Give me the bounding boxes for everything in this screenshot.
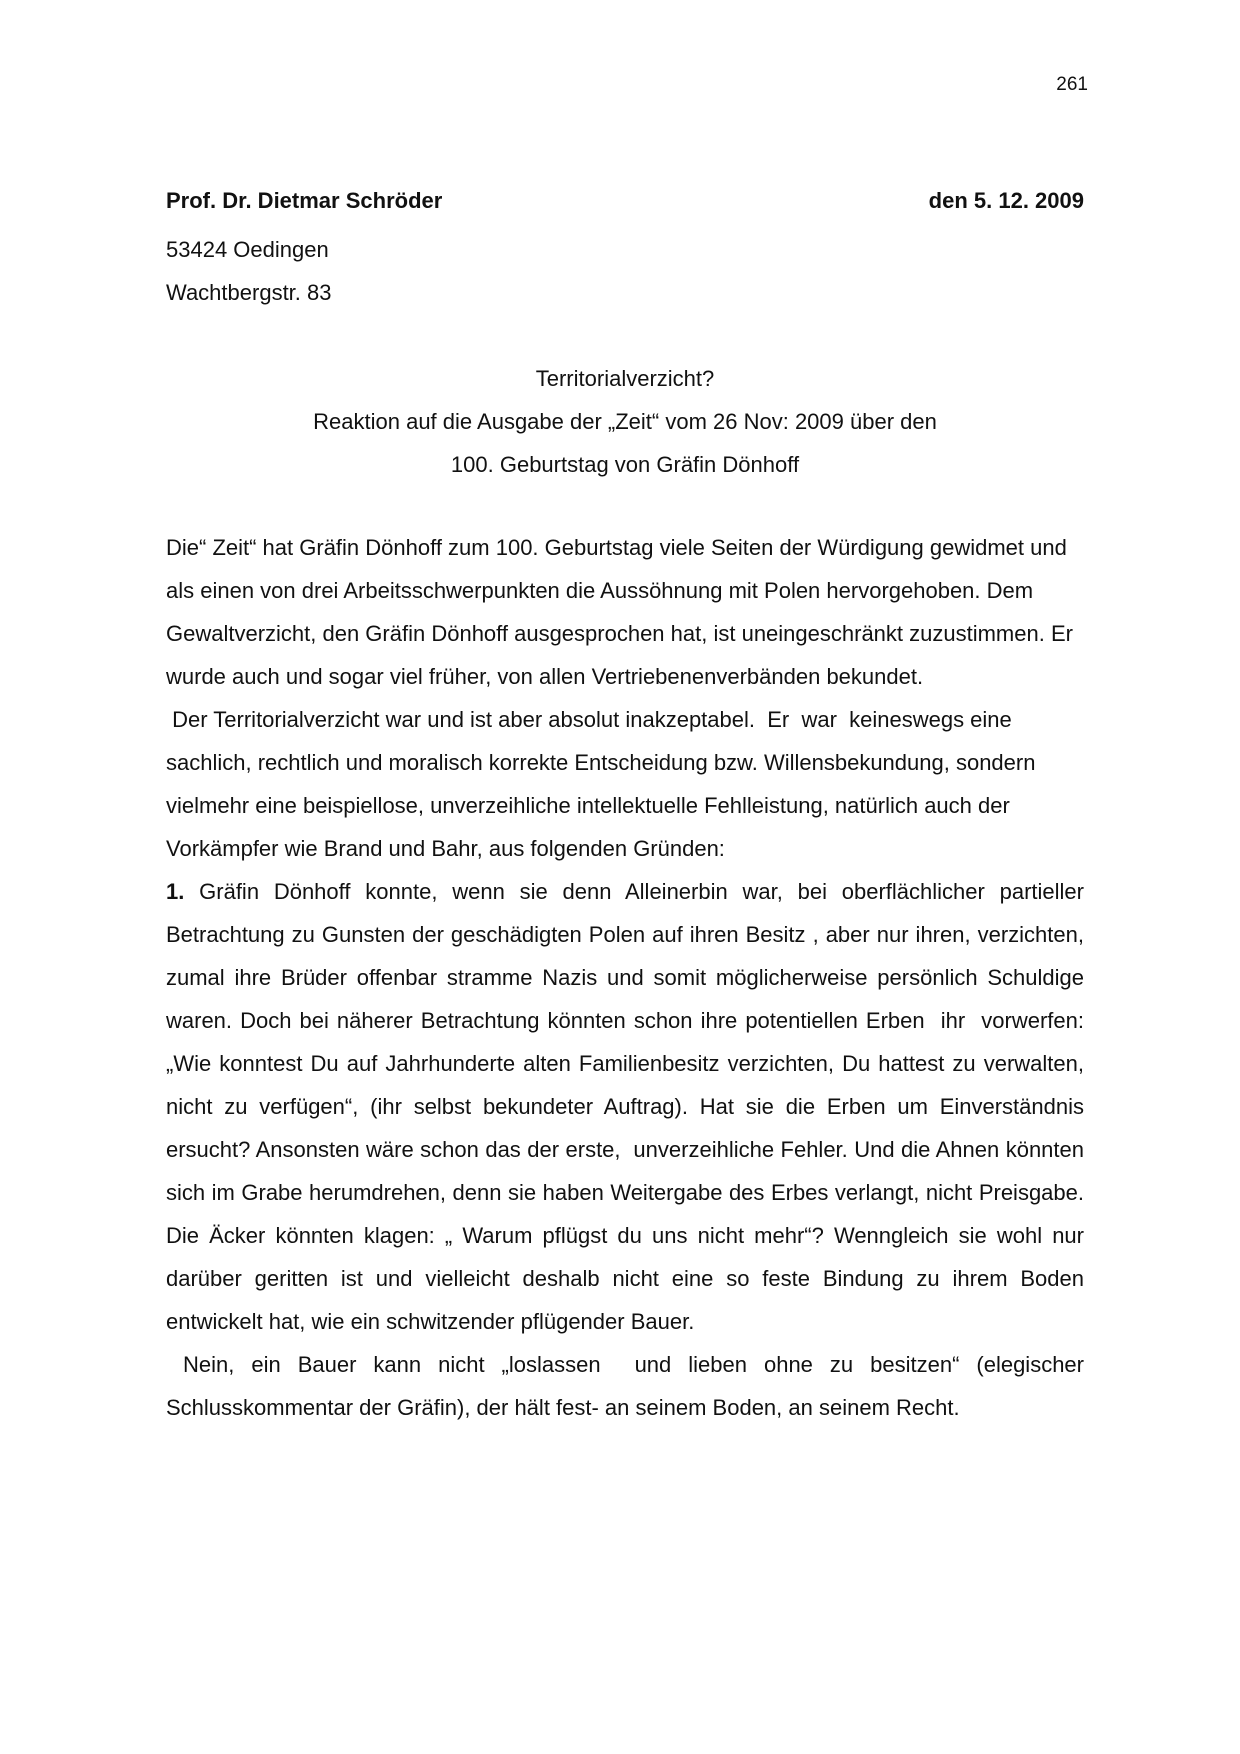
- address-postal-city: 53424 Oedingen: [166, 237, 329, 262]
- letter-date: den 5. 12. 2009: [928, 188, 1084, 213]
- letter-header: [166, 188, 1084, 214]
- title-block: [166, 357, 1084, 486]
- paragraph-territorial: Der Territorialverzicht war und ist aber absolut inakzeptabel. Er war keineswegs eine sachlich, rechtlich und moralisch korrekte Entscheidung bzw. Willensbekundung, sondern vielmehr eine beispiellose, unverzeihliche intellektuelle Fehlleistung, natürlich auch der Vorkämpfer wie Brand und Bahr, aus folgenden Gründen:: [166, 707, 1042, 861]
- list-item-number: 1.: [166, 879, 185, 904]
- list-item-text: Gräfin Dönhoff konnte, wenn sie denn Alleinerbin war, bei oberflächlicher partieller Betrachtung zu Gunsten der geschädigten Polen auf ihren Besitz , aber nur ihren, verzichten, zumal ihre Brüder offenbar stramme Nazis und somit möglicherweise persönlich Schuldige waren. Doch bei näherer Betrachtung könnten schon ihre potentiellen Erben ihr vorwerfen: „Wie konntest Du auf Jahrhunderte alten Familienbesitz verzichten, Du hattest zu verwalten, nicht zu verfügen“, (ihr selbst bekundeter Auftrag). Hat sie die Erben um Einverständnis ersucht? Ansonsten wäre schon das der erste, unverzeihliche Fehler. Und die Ahnen könnten sich im Grabe herumdrehen, denn sie haben Weitergabe des Erbes verlangt, nicht Preisgabe. Die Äcker könnten klagen: „ Warum pflügst du uns nicht mehr“? Wenngleich sie wohl nur darüber geritten ist und vielleicht deshalb nicht eine so feste Bindung zu ihrem Boden entwickelt hat, wie ein schwitzender pflügender Bauer.: [166, 879, 1091, 1334]
- title-line-3: 100. Geburtstag von Gräfin Dönhoff: [450, 452, 800, 477]
- title-line-1: Territorialverzicht?: [535, 366, 715, 391]
- page-number: 261: [1056, 74, 1088, 95]
- title-line-2: Reaktion auf die Ausgabe der „Zeit“ vom 26 Nov: 2009 über den: [313, 409, 937, 434]
- paragraph-conclusion: Nein, ein Bauer kann nicht „loslassen und lieben ohne zu besitzen“ (elegischer Schlusskommentar der Gräfin), der hält fest- an seinem Boden, an seinem Recht.: [166, 1352, 1091, 1420]
- address-street: Wachtbergstr. 83: [166, 280, 332, 305]
- paragraph-intro: Die“ Zeit“ hat Gräfin Dönhoff zum 100. Geburtstag viele Seiten der Würdigung gewidmet und als einen von drei Arbeitsschwerpunkten die Aussöhnung mit Polen hervorgehoben. Dem Gewaltverzicht, den Gräfin Dönhoff ausgesprochen hat, ist uneingeschränkt zuzustimmen. Er wurde auch und sogar viel früher, von allen Vertriebenenverbänden bekundet.: [166, 535, 1080, 689]
- list-item-1: [166, 870, 1091, 1343]
- sender-address: [166, 228, 331, 314]
- letter-body: [166, 526, 1091, 1429]
- author-name: Prof. Dr. Dietmar Schröder: [166, 188, 443, 213]
